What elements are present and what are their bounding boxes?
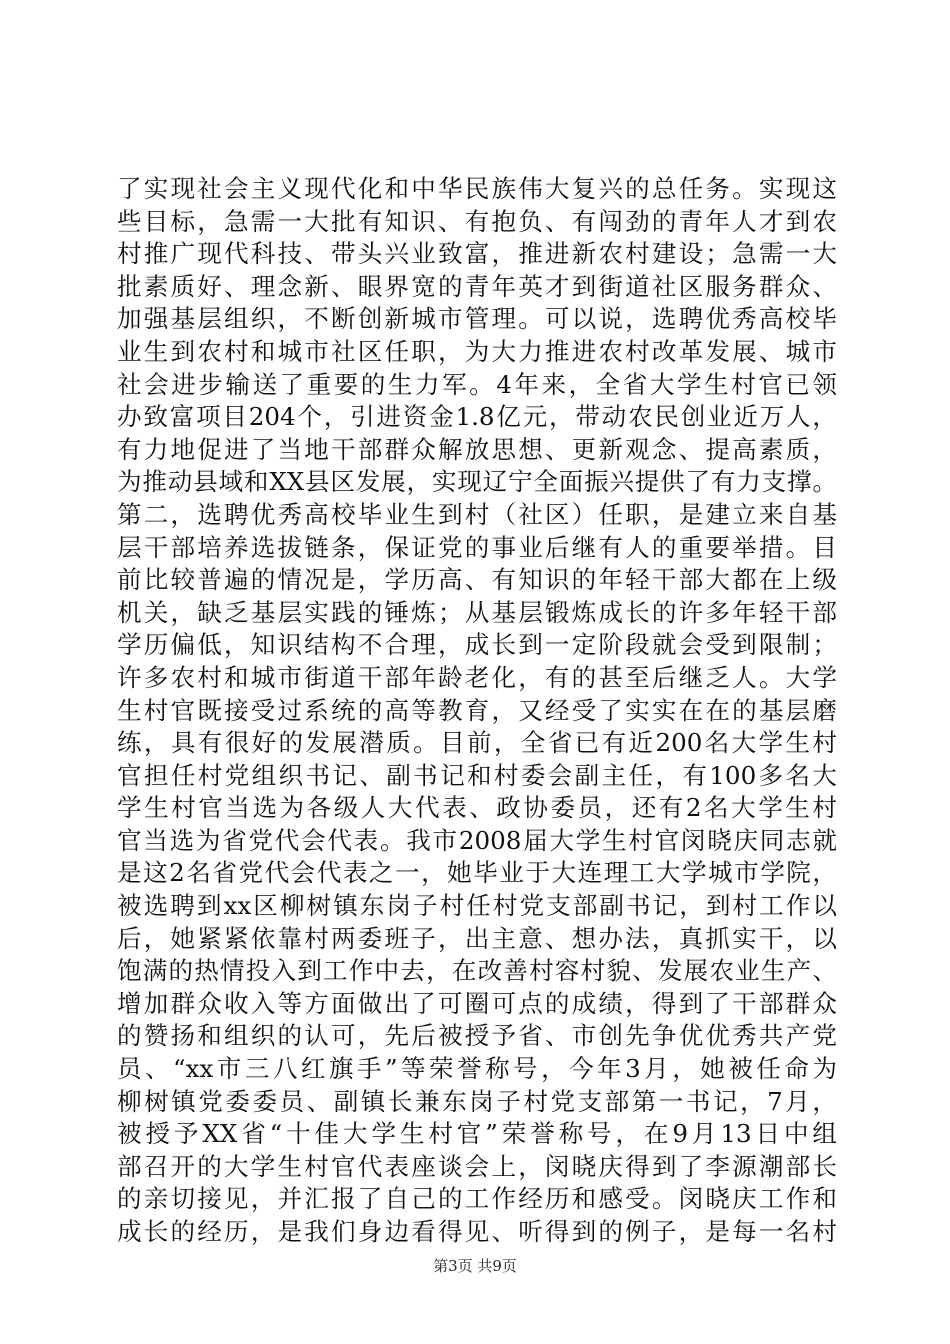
text-line: 社会进步输送了重要的生力军。4年来，全省大学生村官已领: [117, 369, 837, 399]
text-line: 办致富项目204个，引进资金1.8亿元，带动农民创业近万人，: [117, 402, 837, 432]
text-line: 学历偏低，知识结构不合理，成长到一定阶段就会受到限制；: [117, 630, 837, 660]
text-line: 官当选为省党代会代表。我市2008届大学生村官闵晓庆同志就: [117, 825, 837, 855]
text-line: 成长的经历，是我们身边看得见、听得到的例子，是每一名村: [117, 1217, 837, 1246]
text-line: 生村官既接受过系统的高等教育，又经受了实实在在的基层磨: [117, 695, 837, 725]
text-line: 增加群众收入等方面做出了可圈可点的成绩，得到了干部群众: [117, 988, 837, 1018]
text-line: 柳树镇党委委员、副镇长兼东岗子村党支部第一书记，7月，: [117, 1086, 837, 1116]
text-line: 学生村官当选为各级人大代表、政协委员，还有2名大学生村: [117, 793, 837, 823]
text-line: 些目标，急需一大批有知识、有抱负、有闯劲的青年人才到农: [117, 206, 837, 236]
text-line: 部召开的大学生村官代表座谈会上，闵晓庆得到了李源潮部长: [117, 1151, 837, 1181]
text-line: 饱满的热情投入到工作中去，在改善村容村貌、发展农业生产、: [117, 956, 837, 986]
body-text: [117, 173, 837, 1249]
text-line: 员、“xx市三八红旗手”等荣誉称号，今年3月，她被任命为: [117, 1054, 837, 1084]
text-line: 为推动县域和XX县区发展，实现辽宁全面振兴提供了有力支撑。: [117, 467, 837, 497]
text-line: 许多农村和城市街道干部年龄老化，有的甚至后继乏人。大学: [117, 662, 837, 692]
text-line: 了实现社会主义现代化和中华民族伟大复兴的总任务。实现这: [117, 174, 837, 203]
text-line: 后，她紧紧依靠村两委班子，出主意、想办法，真抓实干，以: [117, 923, 837, 953]
text-line: 的赞扬和组织的认可，先后被授予省、市创先争优优秀共产党: [117, 1021, 837, 1051]
text-line: 被选聘到xx区柳树镇东岗子村任村党支部副书记，到村工作以: [117, 891, 837, 921]
text-line: 层干部培养选拔链条，保证党的事业后继有人的重要举措。目: [117, 532, 837, 562]
text-line: 机关，缺乏基层实践的锤炼；从基层锻炼成长的许多年轻干部: [117, 597, 837, 627]
text-line: 官担任村党组织书记、副书记和村委会副主任，有100多名大: [117, 760, 837, 790]
text-line: 批素质好、理念新、眼界宽的青年英才到街道社区服务群众、: [117, 271, 837, 301]
text-line: 村推广现代科技、带头兴业致富，推进新农村建设；急需一大: [117, 239, 837, 269]
text-line: 的亲切接见，并汇报了自己的工作经历和感受。闵晓庆工作和: [117, 1184, 837, 1214]
text-line: 被授予XX省“十佳大学生村官”荣誉称号，在9月13日中组: [117, 1119, 837, 1149]
text-line: 前比较普遍的情况是，学历高、有知识的年轻干部大都在上级: [117, 565, 837, 595]
page-number-footer: 第3页 共9页: [433, 1257, 517, 1275]
text-line: 有力地促进了当地干部群众解放思想、更新观念、提高素质，: [117, 434, 837, 464]
text-line: 业生到农村和城市社区任职，为大力推进农村改革发展、城市: [117, 336, 837, 366]
text-line: 练，具有很好的发展潜质。目前，全省已有近200名大学生村: [117, 728, 837, 758]
text-line: 是这2名省党代会代表之一，她毕业于大连理工大学城市学院，: [117, 858, 837, 888]
text-line: 第二，选聘优秀高校毕业生到村（社区）任职，是建立来自基: [117, 499, 837, 529]
text-line: 加强基层组织，不断创新城市管理。可以说，选聘优秀高校毕: [117, 304, 837, 334]
